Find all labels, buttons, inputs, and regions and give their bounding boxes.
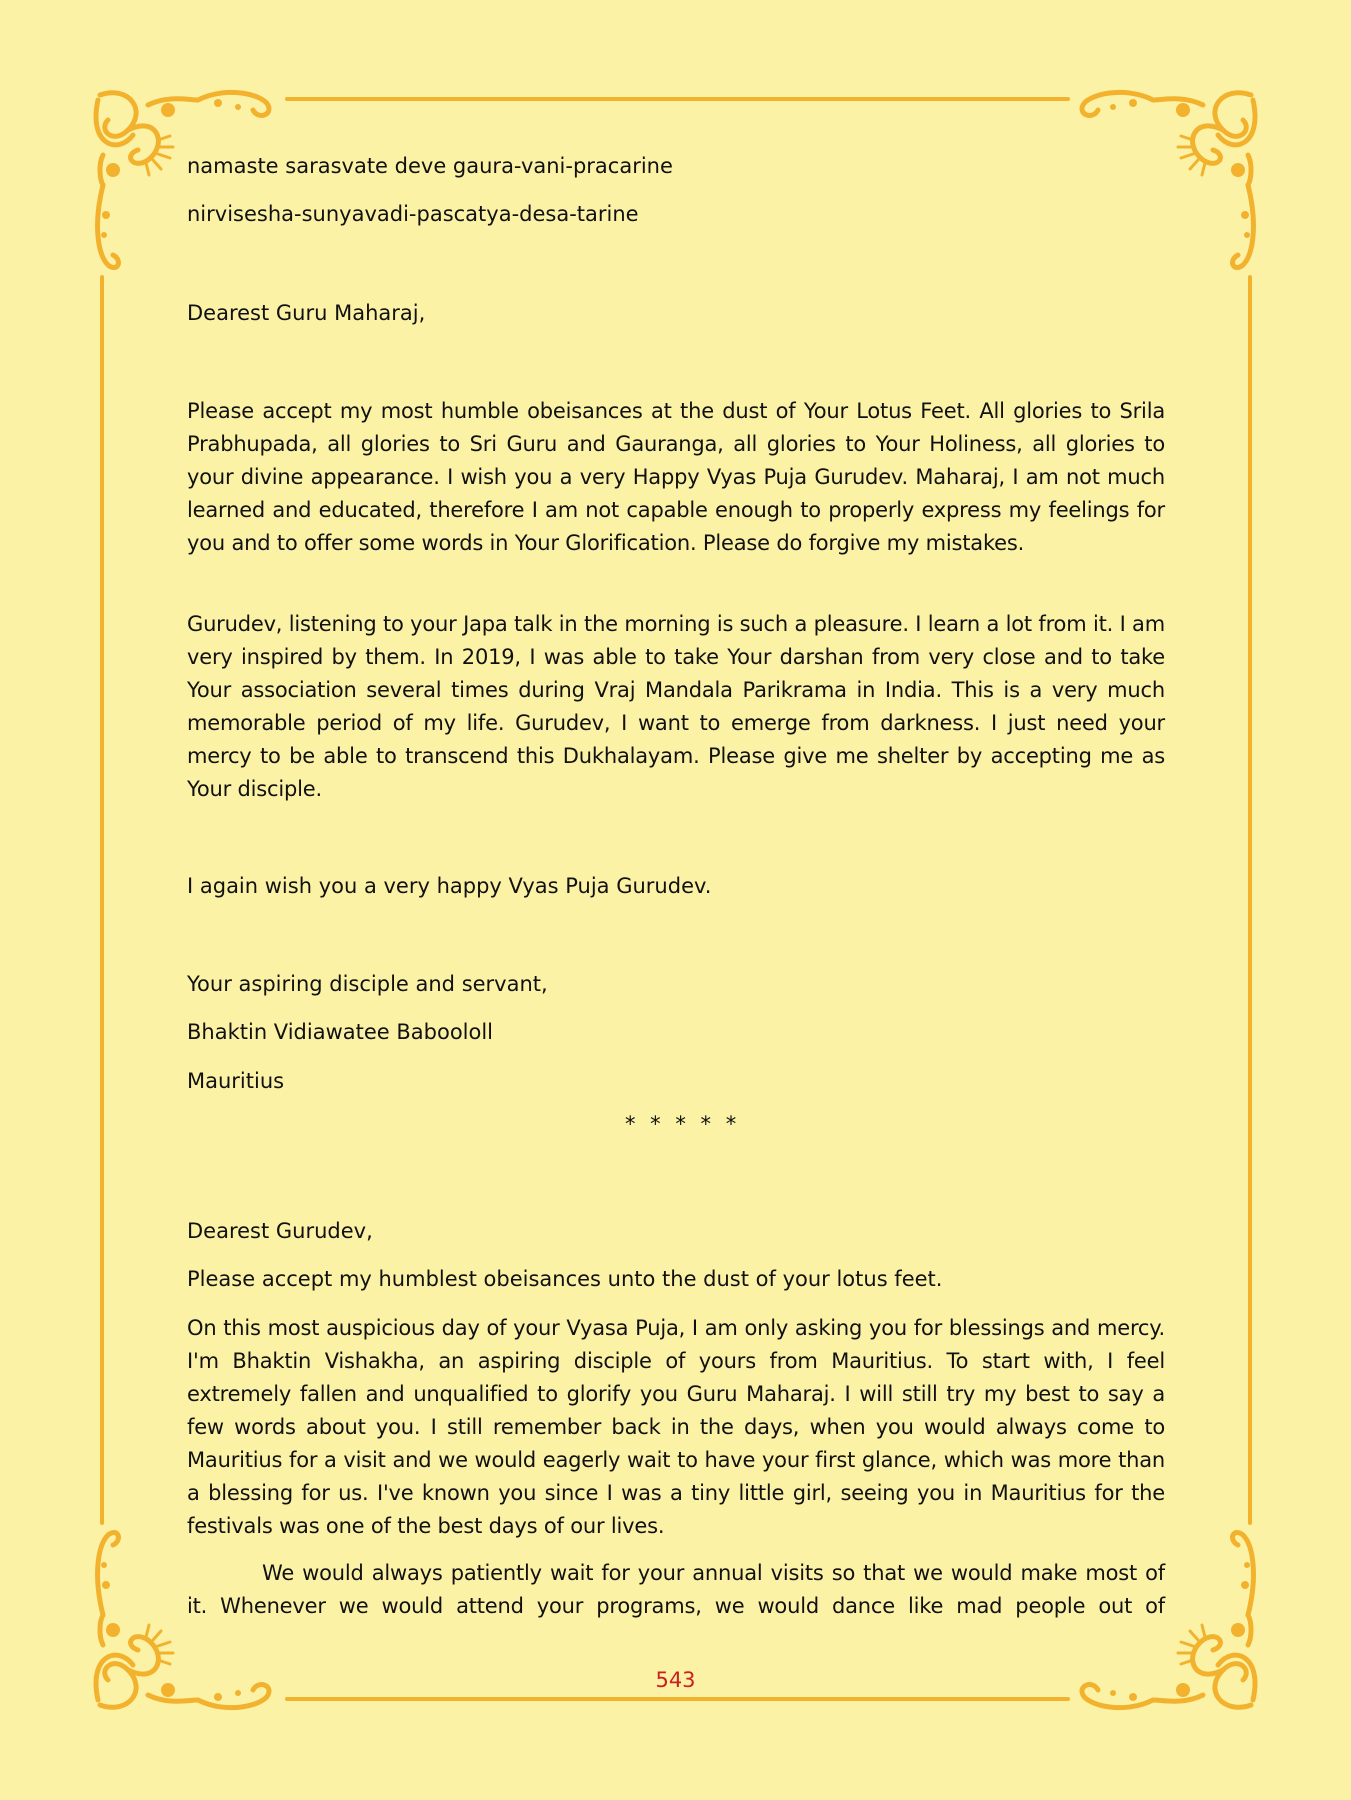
page-number: 543 (655, 1668, 696, 1692)
mantra-line-1: namaste sarasvate deve gaura-vani-pracarine (187, 154, 673, 178)
letter2-body-2 (187, 1557, 1165, 1623)
letter1-body-2 (187, 608, 1165, 806)
letter1-signoff: Your aspiring disciple and servant, (187, 972, 548, 996)
section-separator: * * * * * (625, 1112, 741, 1136)
letter2-paragraph-1: Please accept my humblest obeisances unto the dust of your lotus feet. (187, 1267, 943, 1291)
letter2-salutation: Dearest Gurudev, (187, 1219, 373, 1243)
letter1-closing-wish: I again wish you a very happy Vyas Puja Gurudev. (187, 874, 712, 898)
corner-ornament-top-right-icon (1073, 85, 1263, 275)
letter2-paragraph-3: We would always patiently wait for your annual visits so that we would make most of it. Whenever we would attend your programs, we would dance like mad people out of (187, 1561, 1165, 1618)
bottom-border-line (285, 1697, 1070, 1701)
letter1-body (187, 395, 1165, 560)
letter2-body (187, 1312, 1165, 1543)
letter1-author-place: Mauritius (187, 1069, 285, 1093)
letter1-author-name: Bhaktin Vidiawatee Baboololl (187, 1020, 494, 1044)
right-border-line (1248, 275, 1252, 1525)
letter2-paragraph-2: On this most auspicious day of your Vyasa Puja, I am only asking you for blessings and mercy. I'm Bhaktin Vishakha, an aspiring disciple of yours from Mauritius. To start with, I feel extremely fallen and unqualified to glorify you Guru Maharaj. I will still try my best to say a few words about you. I still remember back in the days, when you would always come to Mauritius for a visit and we would eagerly wait to have your first glance, which was more than a blessing for us. I've known you since I was a tiny little girl, seeing you in Mauritius for the festivals was one of the best days of our lives. (187, 1316, 1165, 1538)
letter1-paragraph-2: Gurudev, listening to your Japa talk in the morning is such a pleasure. I learn a lot from it. I am very inspired by them. In 2019, I was able to take Your darshan from very close and to take Your association several times during Vraj Mandala Parikrama in India. This is a very much memorable period of my life. Gurudev, I want to emerge from darkness. I just need your mercy to be able to transcend this Dukhalayam. Please give me shelter by accepting me as Your disciple. (187, 612, 1165, 801)
letter1-paragraph-1: Please accept my most humble obeisances at the dust of Your Lotus Feet. All glories to Srila Prabhupada, all glories to Sri Guru and Gauranga, all glories to Your Holiness, all glories to your divine appearance. I wish you a very Happy Vyas Puja Gurudev. Maharaj, I am not much learned and educated, therefore I am not capable enough to properly express my feelings for you and to offer some words in Your Glorification. Please do forgive my mistakes. (187, 399, 1165, 555)
top-border-line (285, 97, 1070, 101)
mantra-line-2: nirvisesha-sunyavadi-pascatya-desa-tarine (187, 202, 639, 226)
left-border-line (100, 275, 104, 1525)
letter1-salutation: Dearest Guru Maharaj, (187, 301, 426, 325)
